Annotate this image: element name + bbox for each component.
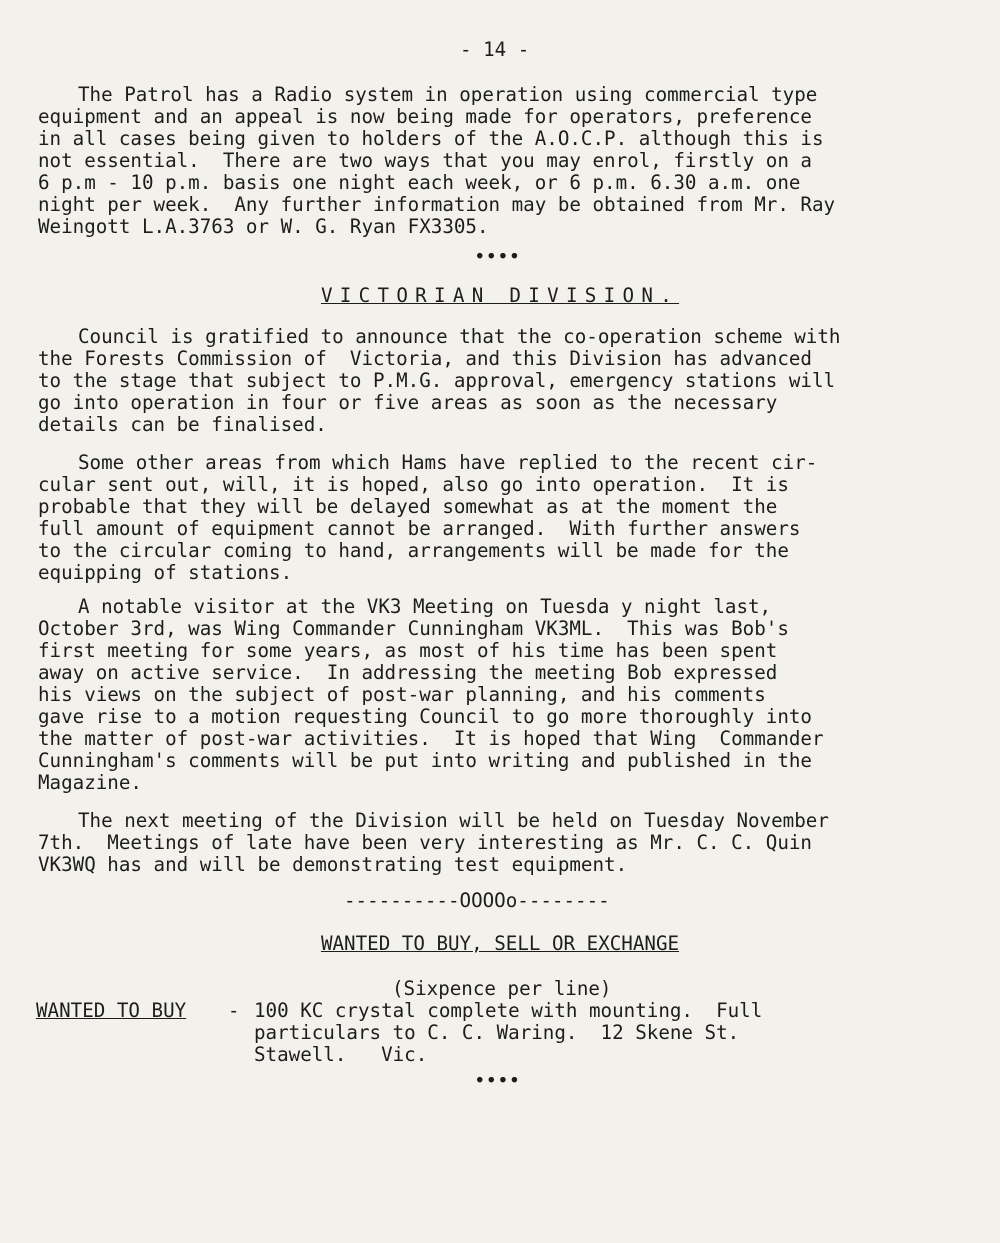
paragraph-line: his views on the subject of post-war planning, and his comments bbox=[38, 683, 766, 706]
paragraph-line: gave rise to a motion requesting Council to go more thoroughly into bbox=[38, 705, 812, 728]
paragraph-line: to the circular coming to hand, arrangements will be made for the bbox=[38, 539, 789, 562]
paragraph-line: equipping of stations. bbox=[38, 561, 293, 584]
paragraph-line: go into operation in four or five areas as soon as the necessary bbox=[38, 391, 778, 414]
paragraph-line: the matter of post-war activities. It is hoped that Wing Commander bbox=[38, 727, 824, 750]
price-note: (Sixpence per line) bbox=[392, 977, 612, 1000]
paragraph-line: 7th. Meetings of late have been very interesting as Mr. C. C. Quin bbox=[38, 831, 812, 854]
separator-dots: •••• bbox=[474, 1069, 521, 1092]
paragraph-line: Weingott L.A.3763 or W. G. Ryan FX3305. bbox=[38, 215, 489, 238]
paragraph-line: first meeting for some years, as most of his time has been spent bbox=[38, 639, 778, 662]
paragraph-line: Some other areas from which Hams have replied to the recent cir- bbox=[78, 451, 818, 474]
paragraph-line: VK3WQ has and will be demonstrating test equipment. bbox=[38, 853, 628, 876]
wanted-dash: - bbox=[228, 999, 240, 1022]
paragraph-line: not essential. There are two ways that you may enrol, firstly on a bbox=[38, 149, 812, 172]
wanted-line: Stawell. Vic. bbox=[254, 1043, 428, 1066]
paragraph-line: the Forests Commission of Victoria, and this Division has advanced bbox=[38, 347, 812, 370]
paragraph-line: The next meeting of the Division will be held on Tuesday November bbox=[78, 809, 829, 832]
paragraph-line: probable that they will be delayed somewhat as at the moment the bbox=[38, 495, 778, 518]
victorian-division-heading: VICTORIAN DIVISION. bbox=[320, 284, 680, 307]
paragraph-line: A notable visitor at the VK3 Meeting on Tuesda y night last, bbox=[78, 595, 772, 618]
paragraph-line: night per week. Any further information may be obtained from Mr. Ray bbox=[38, 193, 836, 216]
paragraph-line: Cunningham's comments will be put into writing and published in the bbox=[38, 749, 812, 772]
paragraph-line: Magazine. bbox=[38, 771, 142, 794]
wanted-to-buy-label: WANTED TO BUY bbox=[36, 999, 187, 1022]
paragraph-line: away on active service. In addressing the meeting Bob expressed bbox=[38, 661, 778, 684]
paragraph-line: equipment and an appeal is now being made for operators, preference bbox=[38, 105, 812, 128]
paragraph-line: in all cases being given to holders of the A.O.C.P. although this is bbox=[38, 127, 824, 150]
paragraph-line: 6 p.m - 10 p.m. basis one night each week, or 6 p.m. 6.30 a.m. one bbox=[38, 171, 801, 194]
wanted-heading: WANTED TO BUY, SELL OR EXCHANGE bbox=[320, 932, 680, 955]
wanted-line: 100 KC crystal complete with mounting. Full bbox=[254, 999, 763, 1022]
paragraph-line: The Patrol has a Radio system in operation using commercial type bbox=[78, 83, 818, 106]
wanted-line: particulars to C. C. Waring. 12 Skene St. bbox=[254, 1021, 740, 1044]
separator-dots: •••• bbox=[474, 245, 521, 268]
page-number: - 14 - bbox=[460, 38, 530, 61]
paragraph-line: to the stage that subject to P.M.G. approval, emergency stations will bbox=[38, 369, 836, 392]
paragraph-line: details can be finalised. bbox=[38, 413, 327, 436]
paragraph-line: cular sent out, will, it is hoped, also go into operation. It is bbox=[38, 473, 789, 496]
separator-dashes: ----------OOOOo-------- bbox=[344, 889, 610, 912]
paragraph-line: October 3rd, was Wing Commander Cunningham VK3ML. This was Bob's bbox=[38, 617, 789, 640]
paragraph-line: Council is gratified to announce that the co-operation scheme with bbox=[78, 325, 841, 348]
paragraph-line: full amount of equipment cannot be arranged. With further answers bbox=[38, 517, 801, 540]
